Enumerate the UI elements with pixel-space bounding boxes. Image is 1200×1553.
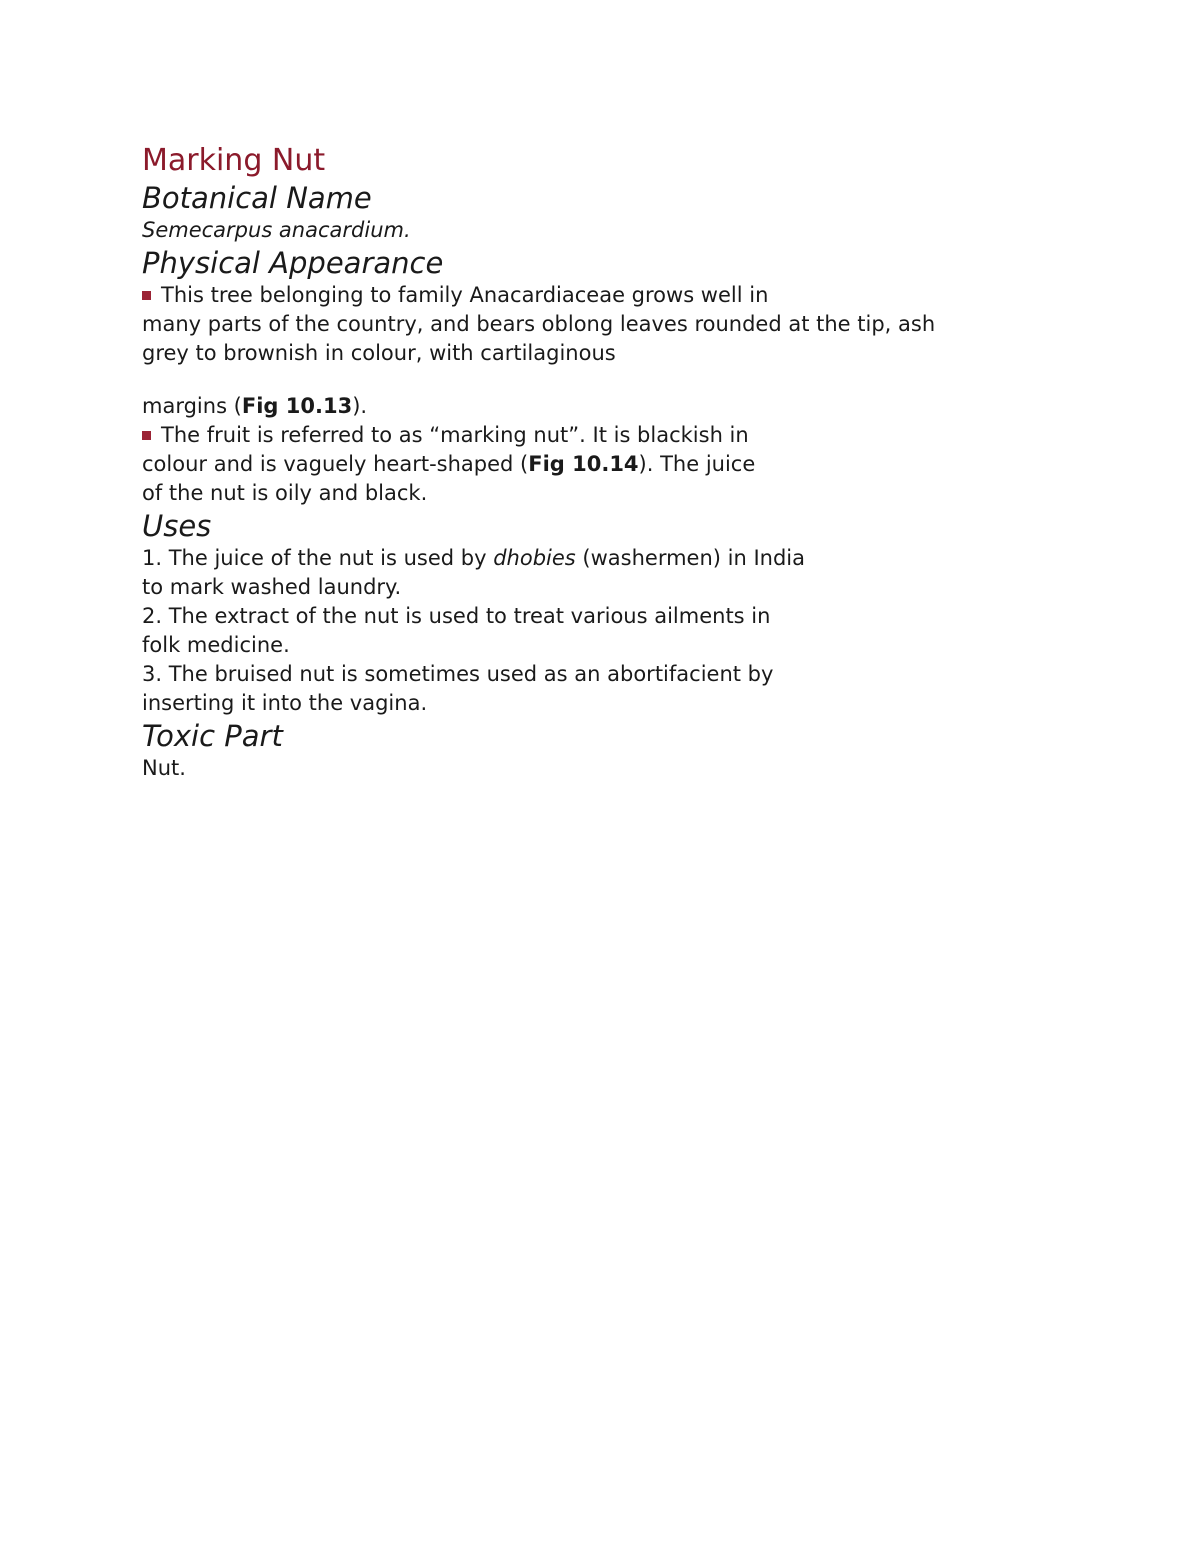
appearance-p2-line	[142, 450, 1062, 479]
square-bullet-icon	[142, 291, 151, 300]
appearance-p2-line1-text: The fruit is referred to as “marking nut”. It is blackish in	[161, 423, 749, 447]
appearance-paragraph-2	[142, 421, 1062, 508]
uses-item-1	[142, 544, 1062, 573]
page-title: Marking Nut	[142, 143, 326, 178]
appearance-p2-line: of the nut is oily and black.	[142, 481, 428, 505]
appearance-p2-line2-pre: colour and is vaguely heart-shaped (	[142, 452, 529, 476]
uses-item-1-cont: to mark washed laundry.	[142, 575, 402, 599]
appearance-p1-line1-text: This tree belonging to family Anacardiaceae grows well in	[161, 283, 769, 307]
appearance-p1-line	[142, 281, 1062, 310]
uses-item-2: 2. The extract of the nut is used to treat various ailments in	[142, 604, 771, 628]
toxic-part-heading: Toxic Part	[142, 719, 283, 753]
figure-ref-10-13: Fig 10.13	[241, 394, 353, 418]
square-bullet-icon	[142, 431, 151, 440]
appearance-p1-line4-post: ).	[352, 394, 368, 418]
appearance-p2-line2-post: ). The juice	[638, 452, 756, 476]
appearance-p2-line	[142, 421, 1062, 450]
botanical-name-text: Semecarpus anacardium.	[142, 218, 411, 242]
uses-item-1-emphasis: dhobies	[493, 546, 576, 570]
uses-item-3: 3. The bruised nut is sometimes used as an abortifacient by	[142, 662, 774, 686]
physical-appearance-heading: Physical Appearance	[142, 246, 444, 280]
appearance-p1-line4-pre: margins (	[142, 394, 242, 418]
figure-ref-10-14: Fig 10.14	[528, 452, 639, 476]
uses-list	[142, 544, 1062, 718]
appearance-p1-line: grey to brownish in colour, with cartilaginous	[142, 341, 616, 365]
appearance-p1-line: many parts of the country, and bears oblong leaves rounded at the tip, ash	[142, 312, 936, 336]
botanical-name-heading: Botanical Name	[142, 181, 372, 215]
document-page	[142, 142, 1062, 783]
uses-item-1-post: (washermen) in India	[575, 546, 805, 570]
uses-item-3-cont: inserting it into the vagina.	[142, 691, 428, 715]
uses-heading: Uses	[142, 509, 212, 543]
appearance-paragraph-1	[142, 281, 1062, 421]
uses-item-1-pre: 1. The juice of the nut is used by	[142, 546, 494, 570]
appearance-p1-line	[142, 392, 1062, 421]
uses-item-2-cont: folk medicine.	[142, 633, 290, 657]
toxic-part-text: Nut.	[142, 756, 186, 780]
